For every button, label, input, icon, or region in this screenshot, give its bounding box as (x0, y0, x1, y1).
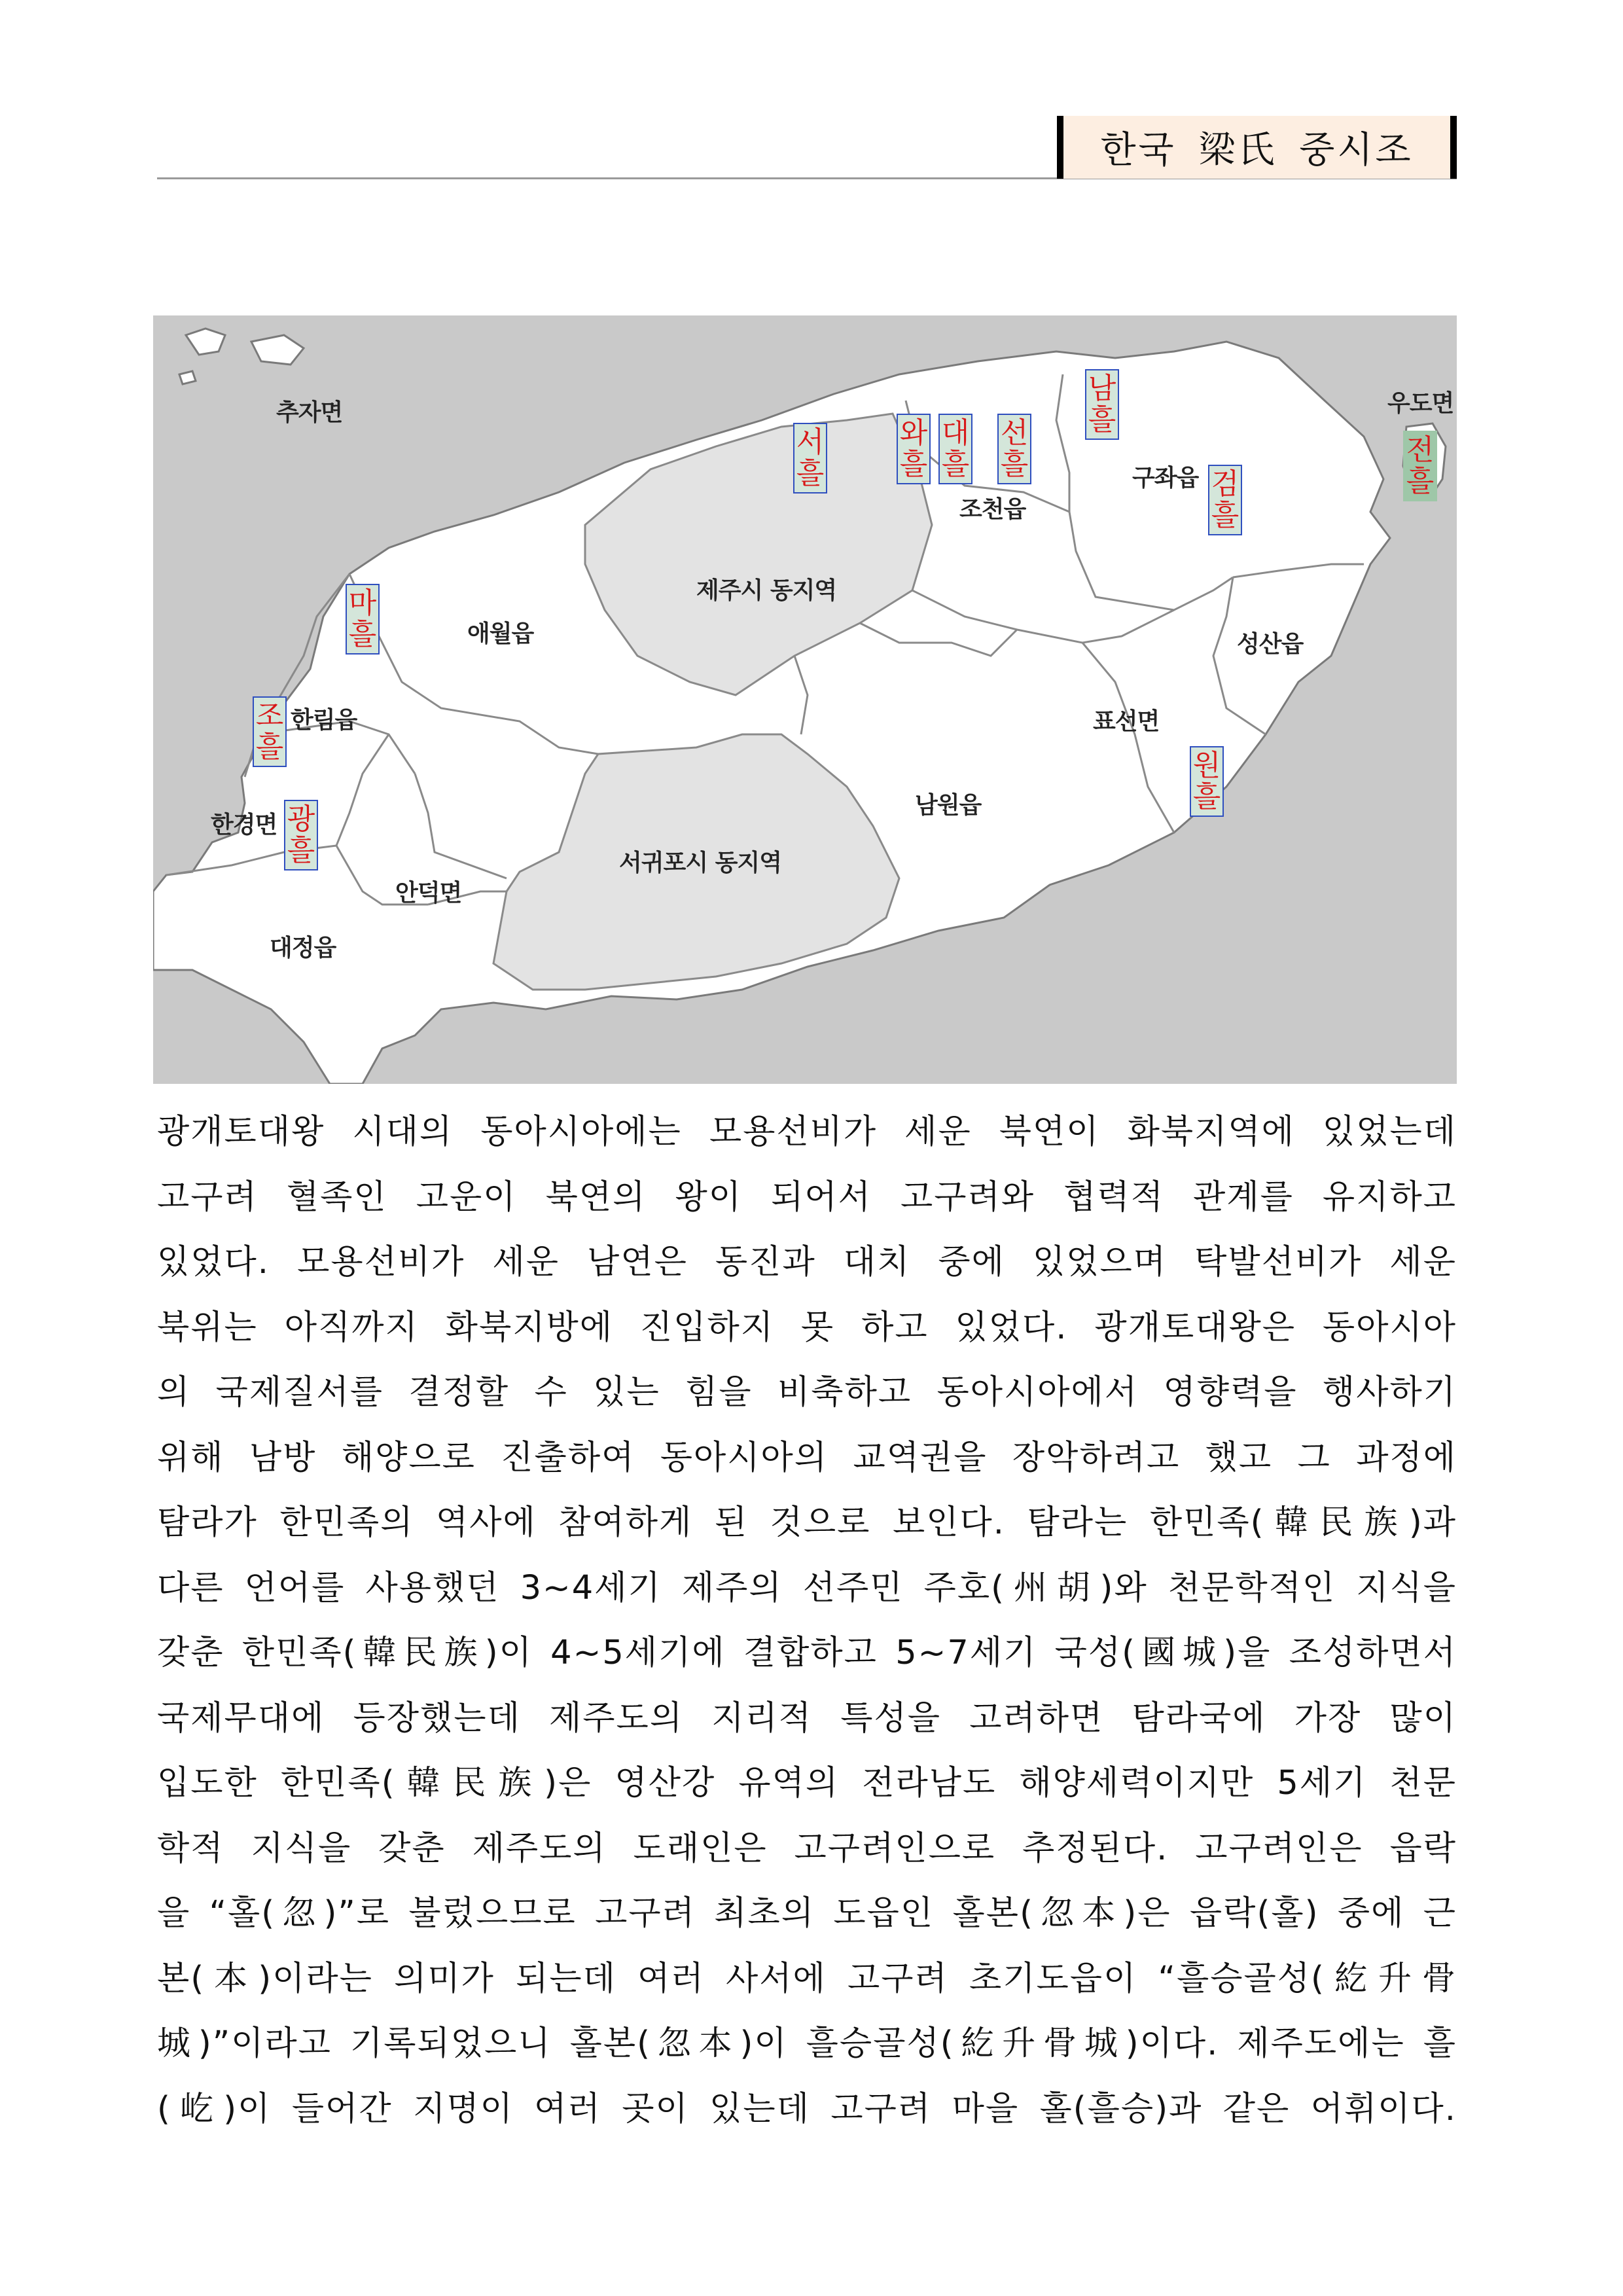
header-title: 한국 梁氏 중시조 (1057, 116, 1457, 179)
label-gujwa: 구좌읍 (1132, 465, 1199, 492)
text-line: 학적 지식을 갖춘 제주도의 도래인은 고구려인으로 추정된다. 고구려인은 읍락 (157, 1829, 1457, 1868)
text-line: 있었다. 모용선비가 세운 남연은 동진과 대치 중에 있었으며 탁발선비가 세운 (157, 1243, 1457, 1282)
marker-seon-hol: 선 흘 (997, 414, 1031, 484)
text-line: (屹)이 들어간 지명이 여러 곳이 있는데 고구려 마을 홀(흘승)과 같은 어휘이다. (157, 2089, 1457, 2128)
text-line: 탐라가 한민족의 역사에 참여하게 된 것으로 보인다. 탐라는 한민족(韓民族)과 (157, 1503, 1457, 1542)
marker-gwang-hol: 광 흘 (284, 800, 318, 870)
text-line: 광개토대왕 시대의 동아시아에는 모용선비가 세운 북연이 화북지역에 있었는데 (157, 1113, 1457, 1151)
label-hallim: 한림읍 (291, 707, 357, 734)
text-line: 국제무대에 등장했는데 제주도의 지리적 특성을 고려하면 탐라국에 가장 많이 (157, 1698, 1457, 1738)
label-udo: 우도면 (1387, 390, 1454, 417)
text-line: 城)”이라고 기록되었으니 홀본(忽本)이 흘승골성(紇升骨城)이다. 제주도에는 흘 (157, 2024, 1457, 2063)
label-jocheon: 조천읍 (959, 496, 1026, 523)
chuja-islands (179, 329, 304, 384)
marker-wa-hol: 와 흘 (897, 414, 931, 484)
marker-won-hol: 원 흘 (1190, 746, 1224, 817)
marker-jo-hol: 조 흘 (253, 696, 287, 767)
text-line: 을 “홀(忽)”로 불렀으므로 고구려 최초의 도읍인 홀본(忽本)은 읍락(홀) 중에 근 (157, 1894, 1457, 1933)
text-line: 다른 언어를 사용했던 3~4세기 제주의 선주민 주호(州胡)와 천문학적인 지식을 (157, 1568, 1457, 1607)
text-line: 본(本)이라는 의미가 되는데 여러 사서에 고구려 초기도읍이 “흘승골성(紇升骨 (157, 1959, 1457, 1998)
label-pyoseon: 표선면 (1093, 708, 1160, 735)
jeju-map (153, 315, 1457, 1084)
text-line: 위해 남방 해양으로 진출하여 동아시아의 교역권을 장악하려고 했고 그 과정에 (157, 1438, 1457, 1477)
text-line: 입도한 한민족(韓民族)은 영산강 유역의 전라남도 해양세력이지만 5세기 천문 (157, 1764, 1457, 1803)
marker-nam-hol: 남 흘 (1085, 369, 1119, 440)
label-namwon: 남원읍 (915, 792, 982, 819)
text-line: 의 국제질서를 결정할 수 있는 힘을 비축하고 동아시아에서 영향력을 행사하기 (157, 1373, 1457, 1412)
label-chuja: 추자면 (276, 399, 343, 426)
marker-jeon-hol: 전 흘 (1403, 431, 1437, 501)
marker-dae-hol: 대 흘 (938, 414, 972, 484)
label-aewol: 애월읍 (467, 620, 534, 647)
marker-geom-hol: 검 흘 (1208, 465, 1242, 535)
text-line: 북위는 아직까지 화북지방에 진입하지 못 하고 있었다. 광개토대왕은 동아시아 (157, 1308, 1457, 1347)
label-hangyeong: 한경면 (211, 812, 277, 838)
text-line: 갖춘 한민족(韓民族)이 4~5세기에 결합하고 5~7세기 국성(國城)을 조성하면서 (157, 1634, 1457, 1672)
body-paragraph (157, 1100, 1457, 2142)
label-andeok: 안덕면 (395, 880, 462, 906)
marker-ma-hol: 마 흘 (346, 584, 380, 655)
label-daejeong: 대정읍 (270, 935, 336, 961)
label-seongsan: 성산읍 (1237, 631, 1304, 658)
label-jeju-east: 제주시 동지역 (696, 577, 837, 604)
label-seogwipo-east: 서귀포시 동지역 (619, 850, 781, 876)
text-line: 고구려 혈족인 고운이 북연의 왕이 되어서 고구려와 협력적 관계를 유지하고 (157, 1177, 1457, 1217)
marker-seo-hol: 서 흘 (793, 423, 827, 493)
